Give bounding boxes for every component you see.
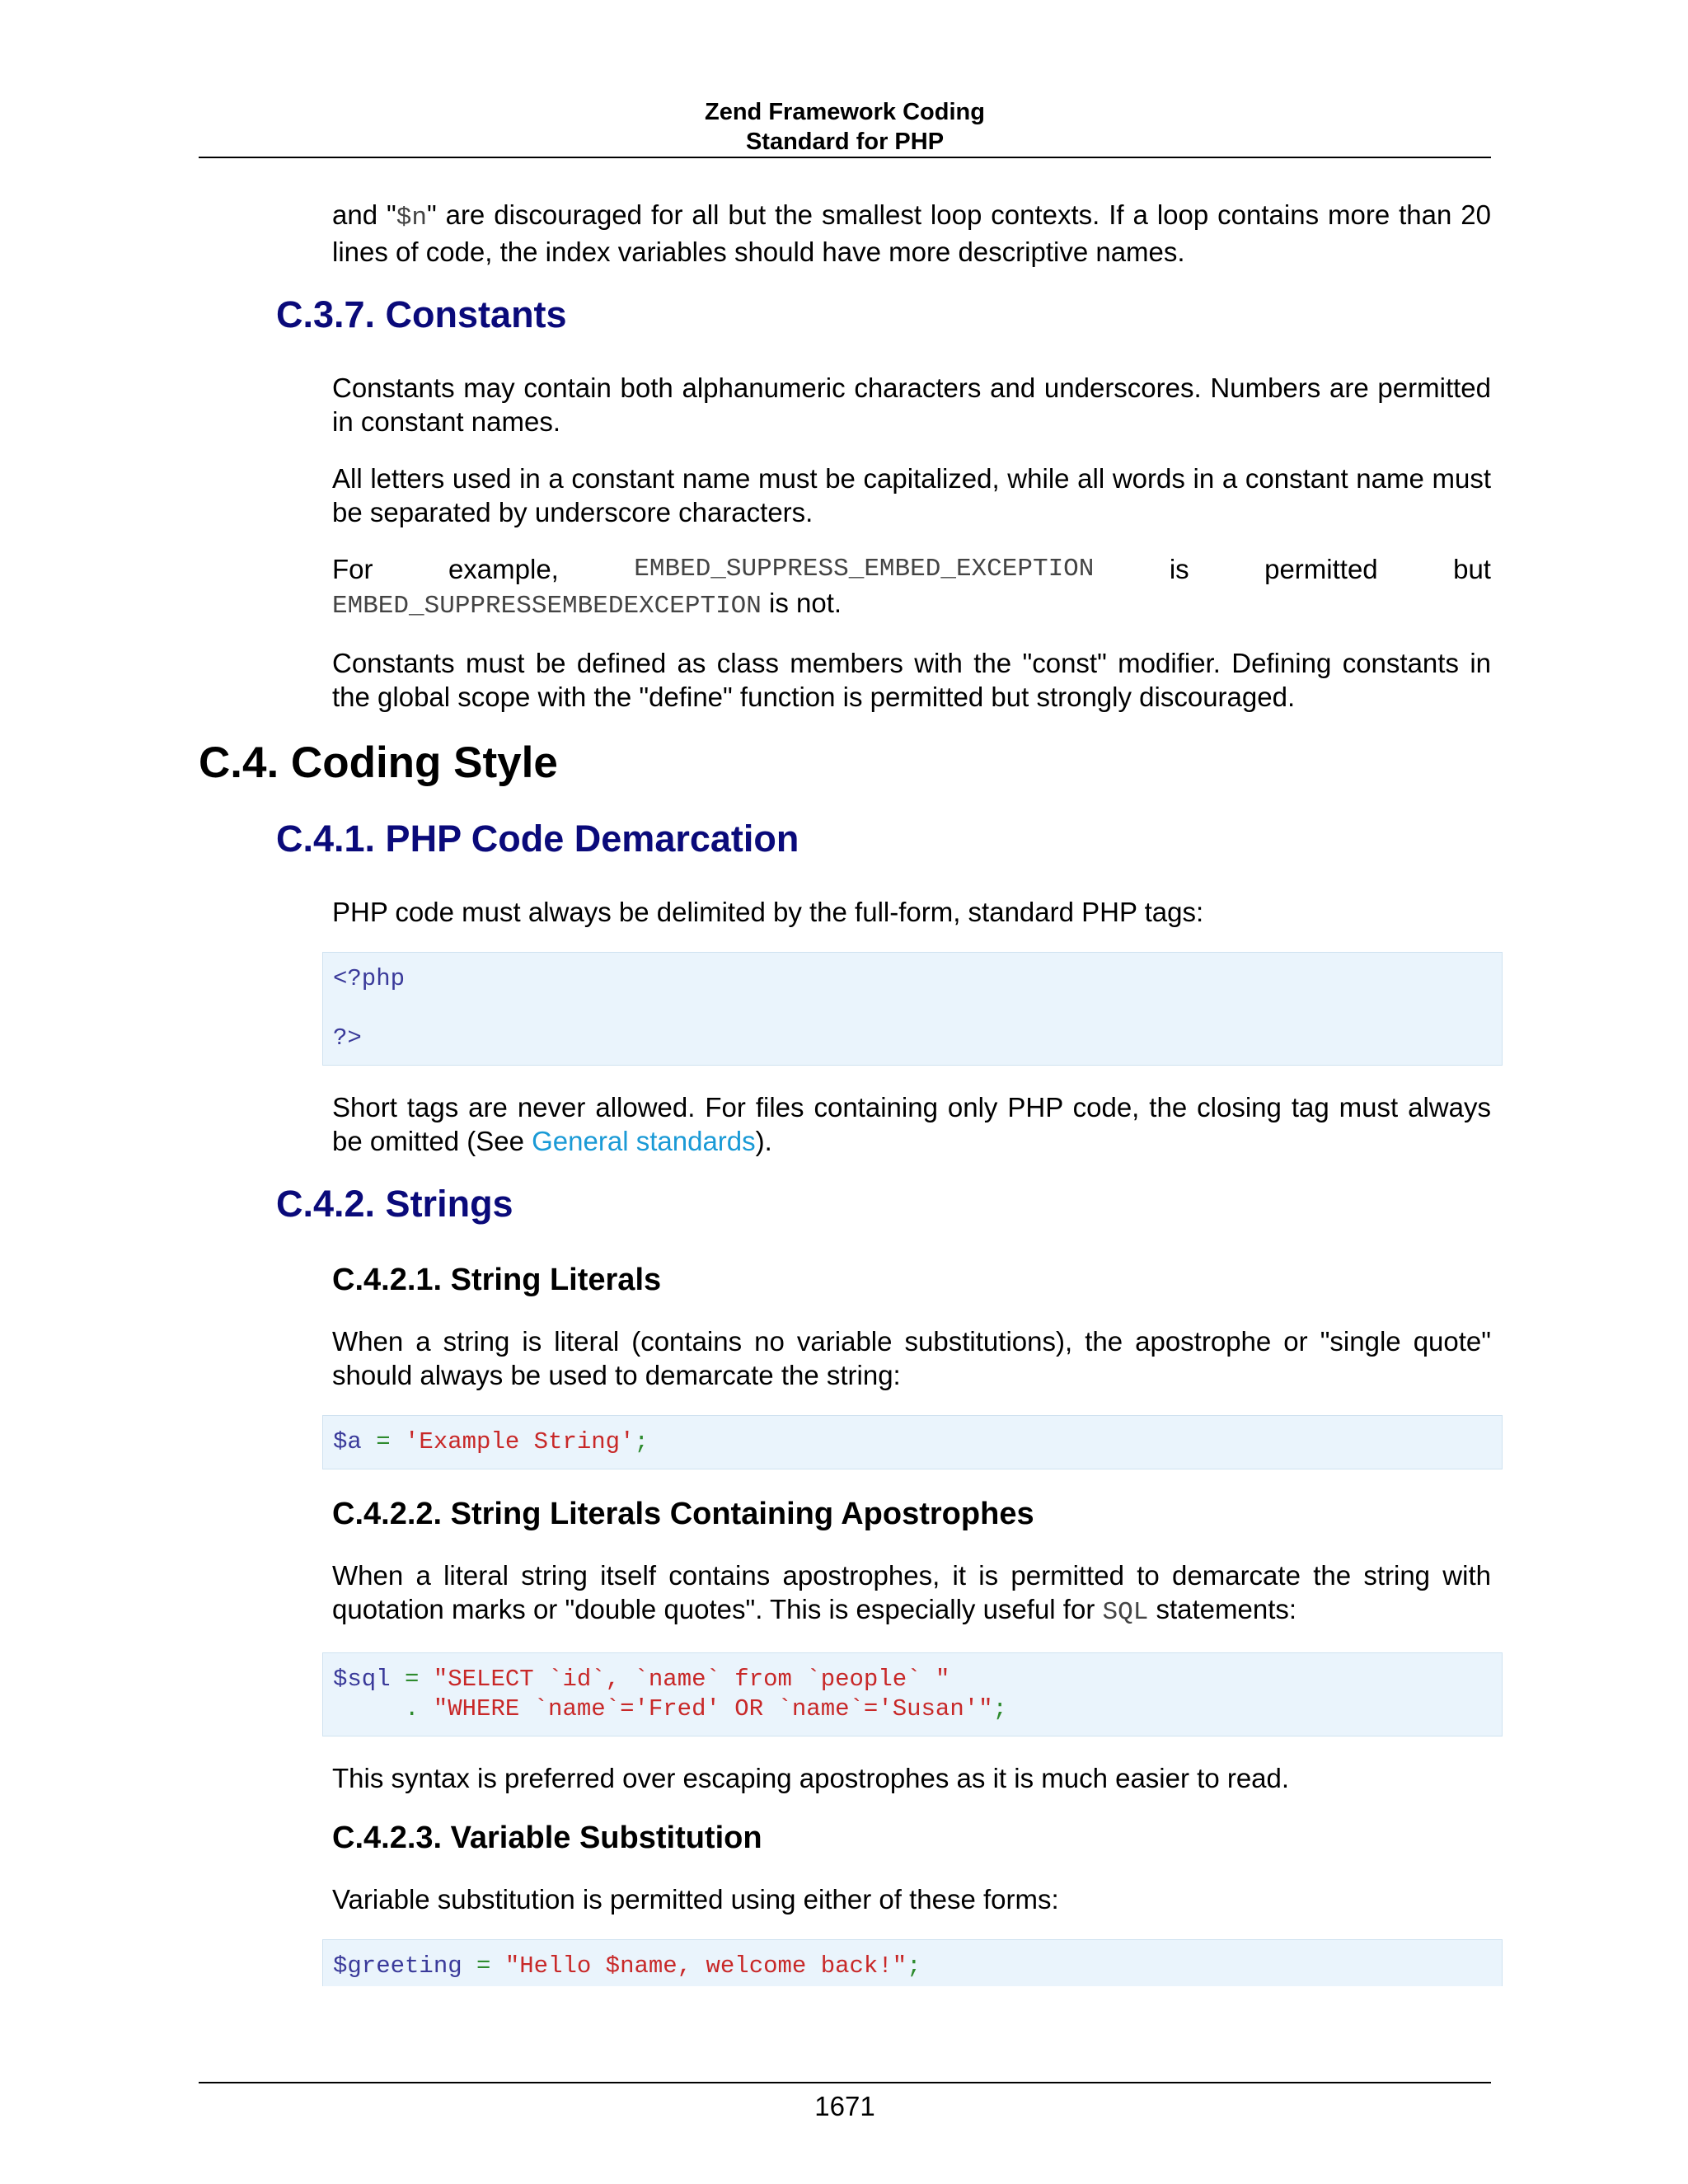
chapter-heading-c4: C.4. Coding Style: [199, 738, 558, 787]
general-standards-link[interactable]: General standards: [532, 1126, 756, 1156]
header-line-1: Zend Framework Coding: [705, 99, 985, 125]
section-heading-c42: C.4.2. Strings: [276, 1183, 513, 1225]
code-block: $sql = "SELECT `id`, `name` from `people` " . "WHERE `name`='Fred' OR `name`='Susan'";: [322, 1652, 1503, 1736]
section-heading-c41: C.4.1. PHP Code Demarcation: [276, 818, 799, 860]
code-block: $a = 'Example String';: [322, 1415, 1503, 1469]
header-line-2: Standard for PHP: [745, 129, 945, 155]
code-block: <?php ?>: [322, 952, 1503, 1066]
paragraph: All letters used in a constant name must be capitalized, while all words in a constant name must be separated by underscore characters.: [332, 463, 1491, 527]
paragraph: PHP code must always be delimited by the full-form, standard PHP tags:: [332, 897, 1204, 927]
footer-rule: [199, 2082, 1491, 2083]
paragraph: Variable substitution is permitted using either of these forms:: [332, 1884, 1059, 1915]
inline-code: SQL: [1102, 1598, 1149, 1627]
inline-code: $n: [396, 204, 427, 232]
subsection-heading-c421: C.4.2.1. String Literals: [332, 1263, 662, 1297]
example-paragraph: For example, EMBED_SUPPRESS_EMBED_EXCEPTION is permitted but: [332, 554, 1491, 584]
inline-code: EMBED_SUPPRESS_EMBED_EXCEPTION: [634, 555, 1095, 583]
header-rule: [199, 157, 1491, 158]
page-number: 1671: [814, 2091, 875, 2121]
subsection-heading-c423: C.4.2.3. Variable Substitution: [332, 1821, 762, 1855]
page-content: [199, 191, 1491, 2011]
subsection-heading-c422: C.4.2.2. String Literals Containing Apostrophes: [332, 1497, 1034, 1531]
code-block: $greeting = "Hello $name, welcome back!";: [322, 1939, 1503, 1986]
inline-code: EMBED_SUPPRESSEMBEDEXCEPTION: [332, 592, 762, 621]
paragraph: This syntax is preferred over escaping apostrophes as it is much easier to read.: [332, 1763, 1290, 1793]
example-paragraph-end: EMBED_SUPPRESSEMBEDEXCEPTION is not.: [332, 588, 842, 621]
paragraph: Constants may contain both alphanumeric characters and underscores. Numbers are permitted in constant names.: [332, 373, 1491, 437]
paragraph: Short tags are never allowed. For files containing only PHP code, the closing tag must always be omitted (See General standards).: [332, 1092, 1491, 1156]
section-heading-c37: C.3.7. Constants: [276, 293, 567, 335]
paragraph: When a string is literal (contains no variable substitutions), the apostrophe or "single quote" should always be used to demarcate the string:: [332, 1326, 1491, 1390]
paragraph: When a literal string itself contains apostrophes, it is permitted to demarcate the string with quotation marks or "double quotes". This is especially useful for SQL statements:: [332, 1560, 1491, 1627]
paragraph: Constants must be defined as class members with the "const" modifier. Defining constants in the global scope with the "define" function is permitted but strongly discouraged.: [332, 648, 1491, 712]
page-header: [199, 97, 1491, 157]
intro-paragraph: and "$n" are discouraged for all but the smallest loop contexts. If a loop contains more than 20 lines of code, the index variables should have more descriptive names.: [332, 199, 1491, 267]
